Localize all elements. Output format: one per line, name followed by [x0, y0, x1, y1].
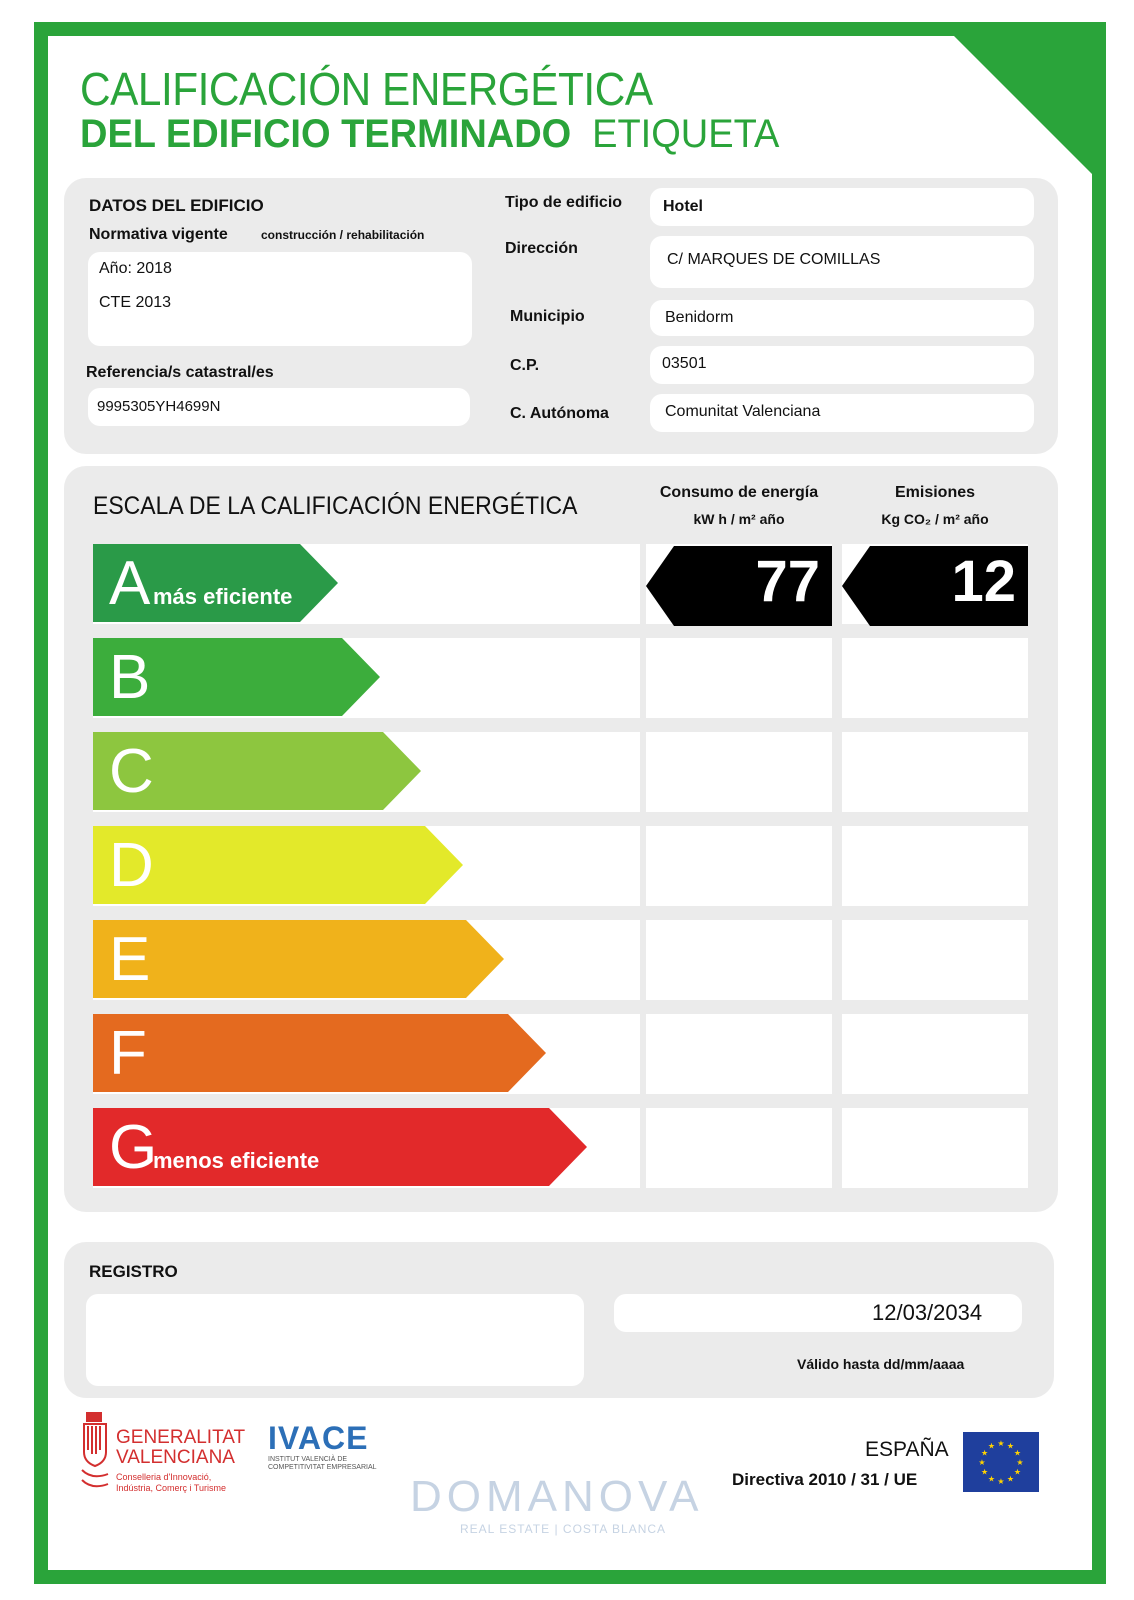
consumo-unit: kW h / m² año	[693, 511, 785, 527]
ivace-logo: IVACE	[268, 1420, 369, 1456]
registro-label: REGISTRO	[89, 1262, 178, 1281]
valid-date: 12/03/2034	[872, 1300, 983, 1325]
consumo-cell	[646, 1014, 832, 1094]
class-subtitle: más eficiente	[153, 584, 293, 609]
normativa-note: construcción / rehabilitación	[261, 228, 425, 242]
year-value: Año: 2018	[99, 260, 172, 277]
municipio-value: Benidorm	[665, 309, 734, 326]
watermark-subtitle: REAL ESTATE | COSTA BLANCA	[460, 1522, 667, 1536]
class-arrow-d	[93, 826, 463, 904]
consumo-cell	[646, 638, 832, 718]
eu-star-icon: ★	[1013, 1448, 1022, 1458]
municipio-label: Municipio	[510, 308, 585, 325]
cp-label: C.P.	[510, 357, 540, 374]
eu-flag-icon	[963, 1432, 1039, 1492]
title-bold: DEL EDIFICIO TERMINADO	[80, 112, 572, 156]
class-arrow-shape	[93, 920, 504, 998]
cp-value: 03501	[662, 355, 707, 372]
class-arrow-a	[93, 544, 338, 622]
ivace-sub1: INSTITUT VALENCIÀ DE	[268, 1456, 348, 1463]
directive-label: Directiva 2010 / 31 / UE	[732, 1470, 918, 1489]
class-arrow-shape	[93, 1108, 587, 1186]
eu-star-icon: ★	[987, 1441, 996, 1451]
class-arrow-g	[93, 1108, 587, 1186]
class-letter: A	[109, 549, 151, 618]
country-label: ESPAÑA	[865, 1438, 949, 1461]
gv-sub2: Indústria, Comerç i Turisme	[116, 1483, 227, 1493]
class-letter: F	[109, 1019, 147, 1088]
consumo-cell	[646, 826, 832, 906]
cp-box	[650, 346, 1034, 384]
class-arrow-f	[93, 1014, 546, 1092]
class-arrow-c	[93, 732, 421, 810]
valid-label: Válido hasta dd/mm/aaaa	[797, 1356, 965, 1372]
generalitat-logo-icon	[80, 1410, 110, 1494]
class-letter: E	[109, 925, 151, 994]
emisiones-cell	[842, 826, 1028, 906]
class-letter: D	[109, 831, 154, 900]
generalitat-subtitle	[116, 1472, 226, 1494]
autonoma-label: C. Autónoma	[510, 405, 609, 422]
eu-star-icon: ★	[997, 1477, 1005, 1486]
class-subtitle: menos eficiente	[153, 1148, 320, 1173]
ivace-subtitle	[268, 1456, 377, 1472]
ivace-sub2: COMPETITIVITAT EMPRESARIAL	[268, 1464, 377, 1471]
catastral-label: Referencia/s catastral/es	[86, 364, 274, 381]
class-letter: G	[109, 1113, 158, 1182]
class-letter: B	[109, 643, 151, 712]
eu-star-icon: ★	[1016, 1458, 1024, 1467]
emisiones-cell	[842, 1014, 1028, 1094]
tipo-label: Tipo de edificio	[505, 194, 623, 211]
emisiones-unit: Kg CO₂ / m² año	[881, 511, 989, 527]
direccion-value: C/ MARQUES DE COMILLAS	[667, 251, 881, 268]
autonoma-value: Comunitat Valenciana	[665, 403, 821, 420]
eu-star-icon: ★	[978, 1458, 986, 1467]
eu-star-icon: ★	[987, 1474, 996, 1484]
scale-title: ESCALA DE LA CALIFICACIÓN ENERGÉTICA	[93, 492, 578, 520]
eu-star-icon: ★	[1006, 1474, 1015, 1484]
emisiones-rating-badge	[842, 546, 1028, 626]
label-corner-fold	[940, 22, 1106, 188]
emisiones-cell	[842, 638, 1028, 718]
building-section-label: DATOS DEL EDIFICIO	[89, 196, 264, 215]
watermark-logo: DOMANOVA	[410, 1472, 704, 1521]
title-line1: CALIFICACIÓN ENERGÉTICA	[80, 63, 653, 115]
eu-star-icon: ★	[980, 1467, 989, 1477]
eu-star-icon: ★	[997, 1439, 1005, 1448]
class-letter: C	[109, 737, 154, 806]
class-arrow-shape	[93, 1014, 546, 1092]
catastral-value: 9995305YH4699N	[97, 398, 221, 415]
gv-line2: VALENCIANA	[116, 1447, 235, 1468]
consumo-header-label: Consumo de energía	[659, 484, 819, 501]
gv-line1: GENERALITAT	[116, 1427, 246, 1448]
cte-value: CTE 2013	[99, 294, 172, 311]
title-line2	[80, 112, 779, 157]
emisiones-header	[840, 480, 1030, 532]
tipo-value: Hotel	[663, 198, 703, 215]
gv-sub1: Conselleria d'Innovació,	[116, 1472, 212, 1482]
consumo-cell	[646, 1108, 832, 1188]
emisiones-cell	[842, 920, 1028, 1000]
generalitat-name	[116, 1428, 245, 1468]
consumo-header	[644, 480, 834, 532]
rating-value: 12	[951, 549, 1016, 614]
consumo-rating-badge	[646, 546, 832, 626]
class-arrow-b	[93, 638, 380, 716]
rating-value: 77	[755, 549, 820, 614]
direccion-label: Dirección	[505, 240, 578, 257]
eu-star-icon: ★	[1013, 1467, 1022, 1477]
consumo-cell	[646, 920, 832, 1000]
eu-star-icon: ★	[1006, 1441, 1015, 1451]
emisiones-header-label: Emisiones	[894, 484, 976, 501]
emisiones-cell	[842, 732, 1028, 812]
tipo-box	[650, 188, 1034, 226]
registro-box	[86, 1294, 584, 1386]
class-arrow-e	[93, 920, 504, 998]
title-etiqueta: ETIQUETA	[592, 112, 780, 156]
emisiones-cell	[842, 1108, 1028, 1188]
eu-star-icon: ★	[980, 1448, 989, 1458]
normativa-label: Normativa vigente	[89, 226, 228, 243]
consumo-cell	[646, 732, 832, 812]
